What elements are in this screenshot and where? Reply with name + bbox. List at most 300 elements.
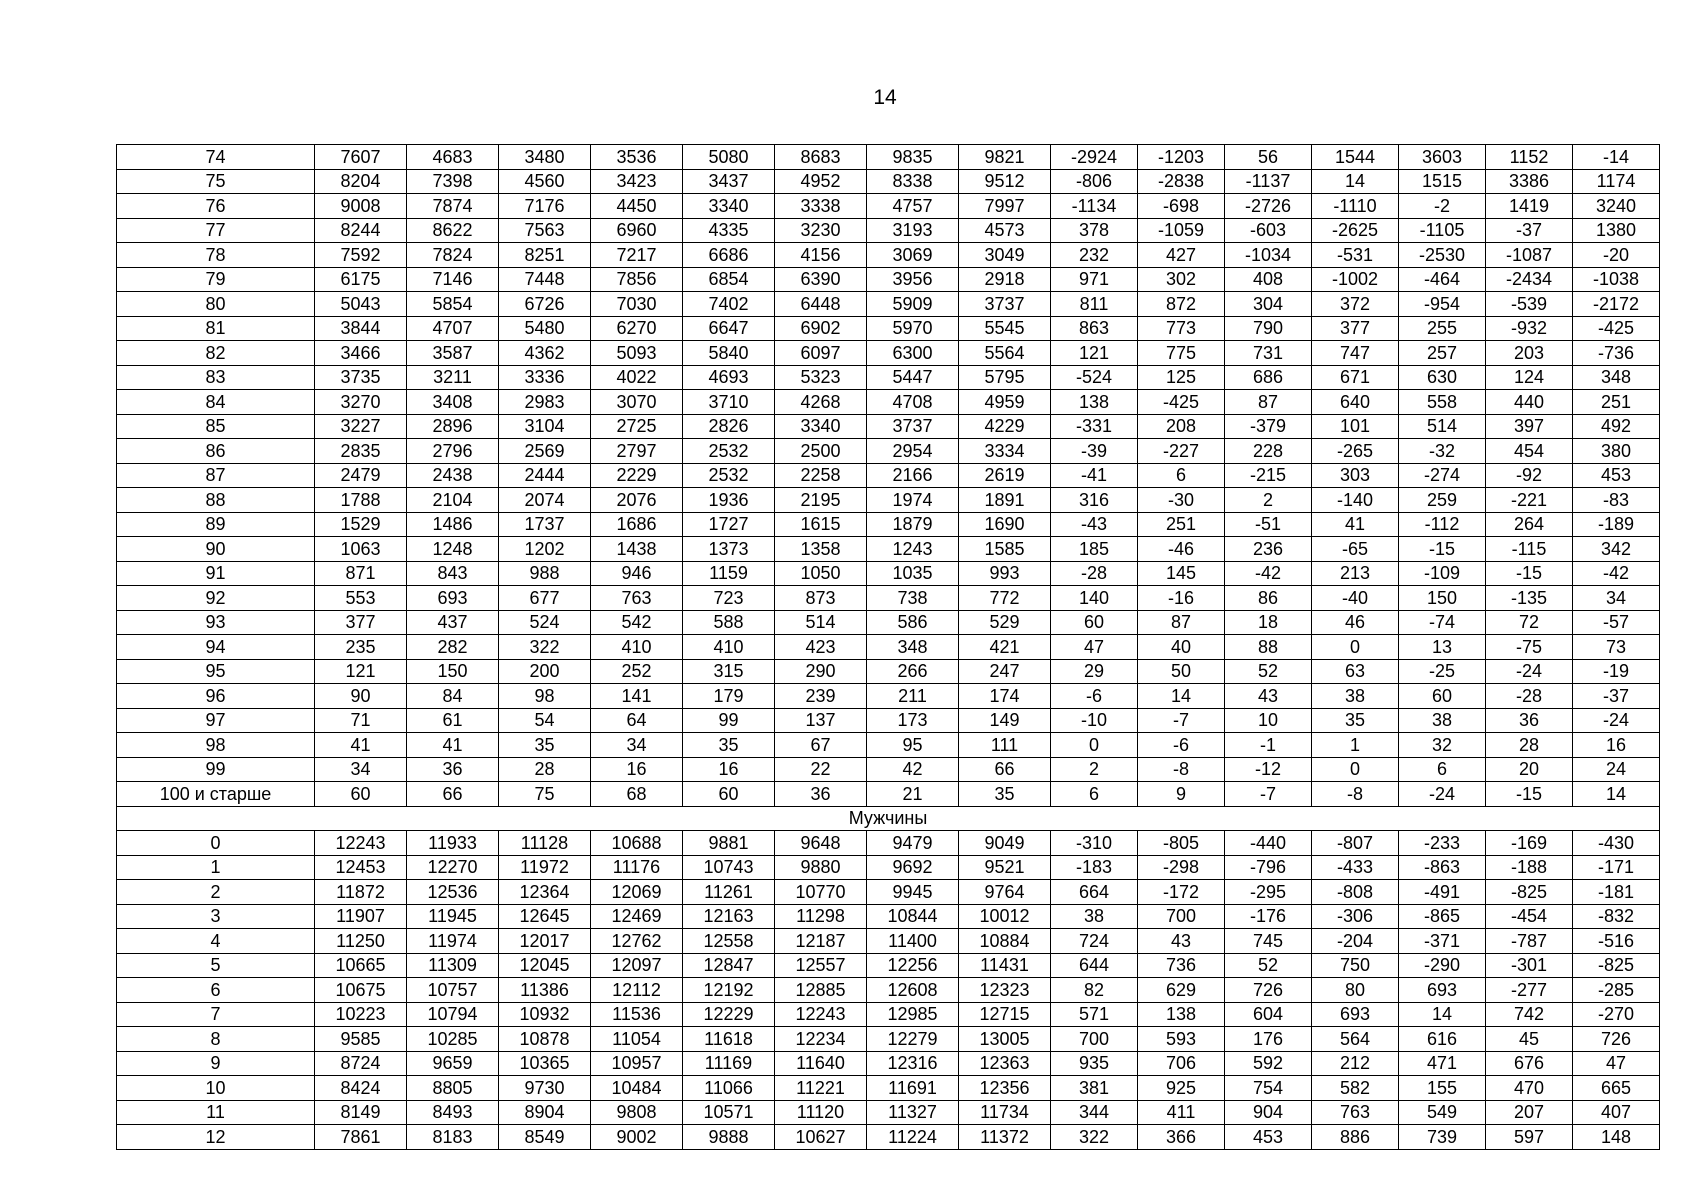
value-cell: -2530: [1399, 243, 1486, 268]
value-cell: 36: [1486, 708, 1573, 733]
value-cell: 11250: [315, 929, 407, 954]
value-cell: 5840: [683, 341, 775, 366]
value-cell: 410: [683, 635, 775, 660]
value-cell: 316: [1051, 488, 1138, 513]
age-cell: 3: [117, 904, 315, 929]
table-row: [117, 414, 1660, 439]
value-cell: 257: [1399, 341, 1486, 366]
value-cell: 4708: [867, 390, 959, 415]
value-cell: 213: [1312, 561, 1399, 586]
value-cell: 700: [1138, 904, 1225, 929]
value-cell: 542: [591, 610, 683, 635]
value-cell: -832: [1573, 904, 1660, 929]
value-cell: 588: [683, 610, 775, 635]
value-cell: 228: [1225, 439, 1312, 464]
value-cell: -1038: [1573, 267, 1660, 292]
value-cell: 11933: [407, 831, 499, 856]
value-cell: 12323: [959, 978, 1051, 1003]
page-number: 14: [873, 86, 897, 109]
value-cell: 185: [1051, 537, 1138, 562]
value-cell: 10665: [315, 953, 407, 978]
value-cell: 3211: [407, 365, 499, 390]
value-cell: 4757: [867, 194, 959, 219]
value-cell: 200: [499, 659, 591, 684]
value-cell: 946: [591, 561, 683, 586]
value-cell: 12270: [407, 855, 499, 880]
value-cell: 4959: [959, 390, 1051, 415]
value-cell: 322: [499, 635, 591, 660]
value-cell: -932: [1486, 316, 1573, 341]
value-cell: 630: [1399, 365, 1486, 390]
value-cell: 5909: [867, 292, 959, 317]
value-cell: 993: [959, 561, 1051, 586]
table-row: [117, 586, 1660, 611]
value-cell: 454: [1486, 439, 1573, 464]
value-cell: 738: [867, 586, 959, 611]
value-cell: 150: [407, 659, 499, 684]
value-cell: -301: [1486, 953, 1573, 978]
value-cell: 149: [959, 708, 1051, 733]
value-cell: 5854: [407, 292, 499, 317]
value-cell: 111: [959, 733, 1051, 758]
table-row: [117, 635, 1660, 660]
value-cell: 665: [1573, 1076, 1660, 1101]
value-cell: 772: [959, 586, 1051, 611]
value-cell: 4362: [499, 341, 591, 366]
value-cell: -74: [1399, 610, 1486, 635]
value-cell: 5043: [315, 292, 407, 317]
value-cell: 3956: [867, 267, 959, 292]
value-cell: 11618: [683, 1027, 775, 1052]
value-cell: 8204: [315, 169, 407, 194]
value-cell: 12762: [591, 929, 683, 954]
value-cell: 640: [1312, 390, 1399, 415]
value-cell: 2532: [683, 439, 775, 464]
value-cell: -310: [1051, 831, 1138, 856]
value-cell: 5480: [499, 316, 591, 341]
value-cell: 12017: [499, 929, 591, 954]
value-cell: 6300: [867, 341, 959, 366]
value-cell: -16: [1138, 586, 1225, 611]
value-cell: 5080: [683, 145, 775, 170]
value-cell: 9821: [959, 145, 1051, 170]
value-cell: 24: [1573, 757, 1660, 782]
value-cell: 1035: [867, 561, 959, 586]
value-cell: 7856: [591, 267, 683, 292]
value-cell: -331: [1051, 414, 1138, 439]
value-cell: 1515: [1399, 169, 1486, 194]
value-cell: 514: [775, 610, 867, 635]
value-cell: 988: [499, 561, 591, 586]
value-cell: 18: [1225, 610, 1312, 635]
value-cell: 1529: [315, 512, 407, 537]
table-row: [117, 610, 1660, 635]
value-cell: 10957: [591, 1051, 683, 1076]
value-cell: 10365: [499, 1051, 591, 1076]
value-cell: 10757: [407, 978, 499, 1003]
value-cell: 45: [1486, 1027, 1573, 1052]
value-cell: 5970: [867, 316, 959, 341]
value-cell: 35: [959, 782, 1051, 807]
value-cell: 629: [1138, 978, 1225, 1003]
value-cell: -188: [1486, 855, 1573, 880]
value-cell: -1105: [1399, 218, 1486, 243]
value-cell: -531: [1312, 243, 1399, 268]
table-row: [117, 169, 1660, 194]
value-cell: 11691: [867, 1076, 959, 1101]
value-cell: 7861: [315, 1125, 407, 1150]
value-cell: 12847: [683, 953, 775, 978]
value-cell: -171: [1573, 855, 1660, 880]
value-cell: -39: [1051, 439, 1138, 464]
value-cell: 6647: [683, 316, 775, 341]
age-cell: 4: [117, 929, 315, 954]
value-cell: 66: [959, 757, 1051, 782]
age-cell: 74: [117, 145, 315, 170]
value-cell: 564: [1312, 1027, 1399, 1052]
value-cell: 8338: [867, 169, 959, 194]
value-cell: 3049: [959, 243, 1051, 268]
table-row: [117, 1100, 1660, 1125]
table-row: [117, 782, 1660, 807]
value-cell: -28: [1486, 684, 1573, 709]
value-cell: 7176: [499, 194, 591, 219]
value-cell: 2826: [683, 414, 775, 439]
value-cell: 1243: [867, 537, 959, 562]
value-cell: 155: [1399, 1076, 1486, 1101]
value-cell: 453: [1225, 1125, 1312, 1150]
value-cell: 8683: [775, 145, 867, 170]
value-cell: 12885: [775, 978, 867, 1003]
value-cell: 742: [1486, 1002, 1573, 1027]
value-cell: 232: [1051, 243, 1138, 268]
value-cell: 1174: [1573, 169, 1660, 194]
value-cell: 492: [1573, 414, 1660, 439]
value-cell: 255: [1399, 316, 1486, 341]
value-cell: 2166: [867, 463, 959, 488]
value-cell: 63: [1312, 659, 1399, 684]
value-cell: -539: [1486, 292, 1573, 317]
value-cell: -425: [1138, 390, 1225, 415]
value-cell: -176: [1225, 904, 1312, 929]
value-cell: 5323: [775, 365, 867, 390]
value-cell: 6: [1138, 463, 1225, 488]
value-cell: -43: [1051, 512, 1138, 537]
value-cell: 11221: [775, 1076, 867, 1101]
value-cell: 344: [1051, 1100, 1138, 1125]
value-cell: 21: [867, 782, 959, 807]
value-cell: 1788: [315, 488, 407, 513]
value-cell: 453: [1573, 463, 1660, 488]
value-cell: 7592: [315, 243, 407, 268]
value-cell: 348: [1573, 365, 1660, 390]
value-cell: 3230: [775, 218, 867, 243]
value-cell: 66: [407, 782, 499, 807]
value-cell: 12045: [499, 953, 591, 978]
value-cell: -32: [1399, 439, 1486, 464]
value-cell: 3737: [867, 414, 959, 439]
value-cell: 381: [1051, 1076, 1138, 1101]
value-cell: 14: [1312, 169, 1399, 194]
value-cell: 251: [1573, 390, 1660, 415]
value-cell: 16: [591, 757, 683, 782]
value-cell: -37: [1573, 684, 1660, 709]
value-cell: 6686: [683, 243, 775, 268]
value-cell: 470: [1486, 1076, 1573, 1101]
value-cell: 98: [499, 684, 591, 709]
value-cell: 2074: [499, 488, 591, 513]
value-cell: 2258: [775, 463, 867, 488]
value-cell: 8493: [407, 1100, 499, 1125]
value-cell: 4229: [959, 414, 1051, 439]
value-cell: 9: [1138, 782, 1225, 807]
value-cell: 6448: [775, 292, 867, 317]
value-cell: 3340: [775, 414, 867, 439]
value-cell: 872: [1138, 292, 1225, 317]
value-cell: -796: [1225, 855, 1312, 880]
table-row: [117, 733, 1660, 758]
value-cell: 736: [1138, 953, 1225, 978]
value-cell: -285: [1573, 978, 1660, 1003]
value-cell: 11640: [775, 1051, 867, 1076]
value-cell: 750: [1312, 953, 1399, 978]
value-cell: 12112: [591, 978, 683, 1003]
age-cell: 99: [117, 757, 315, 782]
value-cell: 3466: [315, 341, 407, 366]
value-cell: 1202: [499, 537, 591, 562]
age-cell: 10: [117, 1076, 315, 1101]
value-cell: 38: [1051, 904, 1138, 929]
value-cell: 4268: [775, 390, 867, 415]
value-cell: 935: [1051, 1051, 1138, 1076]
value-cell: -40: [1312, 586, 1399, 611]
value-cell: 4022: [591, 365, 683, 390]
value-cell: 11386: [499, 978, 591, 1003]
value-cell: 693: [407, 586, 499, 611]
value-cell: 3844: [315, 316, 407, 341]
value-cell: 1380: [1573, 218, 1660, 243]
value-cell: 266: [867, 659, 959, 684]
value-cell: 342: [1573, 537, 1660, 562]
value-cell: 1373: [683, 537, 775, 562]
value-cell: -204: [1312, 929, 1399, 954]
table-body: [117, 145, 1660, 1150]
value-cell: 60: [315, 782, 407, 807]
table-row: [117, 1002, 1660, 1027]
value-cell: 372: [1312, 292, 1399, 317]
value-cell: -2434: [1486, 267, 1573, 292]
value-cell: 56: [1225, 145, 1312, 170]
value-cell: -2: [1399, 194, 1486, 219]
value-cell: 203: [1486, 341, 1573, 366]
value-cell: 863: [1051, 316, 1138, 341]
value-cell: 32: [1399, 733, 1486, 758]
table-row: [117, 537, 1660, 562]
value-cell: 9648: [775, 831, 867, 856]
age-cell: 86: [117, 439, 315, 464]
age-cell: 85: [117, 414, 315, 439]
value-cell: 87: [1225, 390, 1312, 415]
age-cell: 6: [117, 978, 315, 1003]
value-cell: 9479: [867, 831, 959, 856]
value-cell: 10627: [775, 1125, 867, 1150]
value-cell: 5093: [591, 341, 683, 366]
value-cell: 41: [407, 733, 499, 758]
value-cell: -954: [1399, 292, 1486, 317]
value-cell: 686: [1225, 365, 1312, 390]
value-cell: 9880: [775, 855, 867, 880]
table-row: [117, 1051, 1660, 1076]
value-cell: 28: [1486, 733, 1573, 758]
value-cell: 52: [1225, 659, 1312, 684]
value-cell: -825: [1486, 880, 1573, 905]
value-cell: 3603: [1399, 145, 1486, 170]
value-cell: 3340: [683, 194, 775, 219]
value-cell: 247: [959, 659, 1051, 684]
value-cell: -425: [1573, 316, 1660, 341]
value-cell: 7146: [407, 267, 499, 292]
value-cell: 12243: [775, 1002, 867, 1027]
value-cell: -736: [1573, 341, 1660, 366]
value-cell: 4693: [683, 365, 775, 390]
value-cell: 726: [1573, 1027, 1660, 1052]
age-cell: 80: [117, 292, 315, 317]
value-cell: -15: [1399, 537, 1486, 562]
value-cell: 671: [1312, 365, 1399, 390]
value-cell: 12363: [959, 1051, 1051, 1076]
value-cell: 2229: [591, 463, 683, 488]
value-cell: 10: [1225, 708, 1312, 733]
value-cell: -7: [1225, 782, 1312, 807]
value-cell: 925: [1138, 1076, 1225, 1101]
value-cell: 124: [1486, 365, 1573, 390]
value-cell: 754: [1225, 1076, 1312, 1101]
value-cell: 2532: [683, 463, 775, 488]
value-cell: 60: [683, 782, 775, 807]
value-cell: -379: [1225, 414, 1312, 439]
value-cell: 302: [1138, 267, 1225, 292]
age-cell: 77: [117, 218, 315, 243]
value-cell: 408: [1225, 267, 1312, 292]
table-row: [117, 561, 1660, 586]
value-cell: 9730: [499, 1076, 591, 1101]
value-cell: 10688: [591, 831, 683, 856]
value-cell: -169: [1486, 831, 1573, 856]
value-cell: 46: [1312, 610, 1399, 635]
value-cell: -1: [1225, 733, 1312, 758]
value-cell: 3227: [315, 414, 407, 439]
value-cell: -1087: [1486, 243, 1573, 268]
value-cell: -524: [1051, 365, 1138, 390]
value-cell: 3536: [591, 145, 683, 170]
value-cell: 264: [1486, 512, 1573, 537]
value-cell: 9764: [959, 880, 1051, 905]
value-cell: 1159: [683, 561, 775, 586]
value-cell: 12316: [867, 1051, 959, 1076]
value-cell: 6097: [775, 341, 867, 366]
table-row: [117, 512, 1660, 537]
age-cell: 89: [117, 512, 315, 537]
table-row: [117, 708, 1660, 733]
value-cell: 12279: [867, 1027, 959, 1052]
value-cell: 125: [1138, 365, 1225, 390]
age-cell: 9: [117, 1051, 315, 1076]
value-cell: -371: [1399, 929, 1486, 954]
value-cell: 1690: [959, 512, 1051, 537]
value-cell: 90: [315, 684, 407, 709]
value-cell: -83: [1573, 488, 1660, 513]
value-cell: 2479: [315, 463, 407, 488]
value-cell: 6390: [775, 267, 867, 292]
table-row: [117, 929, 1660, 954]
value-cell: 1063: [315, 537, 407, 562]
value-cell: 11972: [499, 855, 591, 880]
value-cell: 790: [1225, 316, 1312, 341]
value-cell: 138: [1051, 390, 1138, 415]
table-row: [117, 1027, 1660, 1052]
value-cell: 524: [499, 610, 591, 635]
value-cell: -1059: [1138, 218, 1225, 243]
value-cell: 54: [499, 708, 591, 733]
value-cell: 763: [1312, 1100, 1399, 1125]
value-cell: 315: [683, 659, 775, 684]
value-cell: 5545: [959, 316, 1051, 341]
value-cell: 140: [1051, 586, 1138, 611]
value-cell: 8244: [315, 218, 407, 243]
value-cell: 724: [1051, 929, 1138, 954]
age-cell: 0: [117, 831, 315, 856]
age-cell: 5: [117, 953, 315, 978]
value-cell: 2796: [407, 439, 499, 464]
value-cell: 11536: [591, 1002, 683, 1027]
value-cell: -20: [1573, 243, 1660, 268]
value-cell: 72: [1486, 610, 1573, 635]
value-cell: 7448: [499, 267, 591, 292]
value-cell: -227: [1138, 439, 1225, 464]
value-cell: 558: [1399, 390, 1486, 415]
value-cell: 12558: [683, 929, 775, 954]
value-cell: 3270: [315, 390, 407, 415]
value-cell: 3069: [867, 243, 959, 268]
value-cell: 80: [1312, 978, 1399, 1003]
value-cell: 6: [1051, 782, 1138, 807]
value-cell: -1203: [1138, 145, 1225, 170]
value-cell: 597: [1486, 1125, 1573, 1150]
value-cell: 9049: [959, 831, 1051, 856]
value-cell: 731: [1225, 341, 1312, 366]
value-cell: 8251: [499, 243, 591, 268]
value-cell: 11224: [867, 1125, 959, 1150]
value-cell: 7563: [499, 218, 591, 243]
value-cell: 773: [1138, 316, 1225, 341]
value-cell: 4952: [775, 169, 867, 194]
value-cell: 150: [1399, 586, 1486, 611]
table-row: [117, 880, 1660, 905]
value-cell: 52: [1225, 953, 1312, 978]
value-cell: 763: [591, 586, 683, 611]
value-cell: 0: [1312, 635, 1399, 660]
value-cell: 971: [1051, 267, 1138, 292]
value-cell: 14: [1573, 782, 1660, 807]
value-cell: 11169: [683, 1051, 775, 1076]
value-cell: 4156: [775, 243, 867, 268]
value-cell: 12536: [407, 880, 499, 905]
value-cell: 11872: [315, 880, 407, 905]
value-cell: -806: [1051, 169, 1138, 194]
value-cell: 251: [1138, 512, 1225, 537]
value-cell: -865: [1399, 904, 1486, 929]
value-cell: -15: [1486, 782, 1573, 807]
